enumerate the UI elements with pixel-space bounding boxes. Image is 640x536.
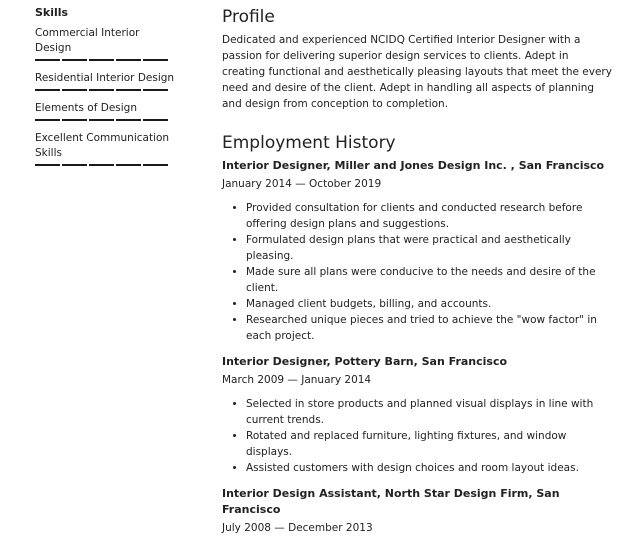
- skill-level-bar: [35, 89, 175, 91]
- skill-level-segment: [116, 164, 141, 166]
- skill-label: Residential Interior Design: [35, 72, 175, 84]
- skill-level-segment: [89, 59, 114, 61]
- skill-level-segment: [35, 164, 60, 166]
- skill-level-segment: [116, 59, 141, 61]
- job-bullet: • Made sure all plans were conducive to the needs and desire of the client.: [246, 264, 612, 296]
- skill-item: [35, 26, 175, 61]
- skill-level-segment: [143, 59, 168, 61]
- skill-level-segment: [35, 59, 60, 61]
- skills-list: [35, 26, 175, 166]
- skill-level-segment: [62, 59, 87, 61]
- skill-level-segment: [89, 119, 114, 121]
- profile-heading: Profile: [222, 7, 275, 27]
- job-bullet: • Assisted customers with design choices and room layout ideas.: [246, 460, 612, 476]
- skill-level-segment: [89, 164, 114, 166]
- job-title: Interior Designer, Pottery Barn, San Francisco: [222, 355, 508, 368]
- job-bullet: • Formulated design plans that were practical and aesthetically pleasing.: [246, 232, 612, 264]
- profile-text: Dedicated and experienced NCIDQ Certified Interior Designer with a passion for delivering superior design services to clients. Adept in creating functional and aesthetically pleasing layouts that meet the every need and desire of the client. Adept in handling all aspects of planning and design from conception to completion.: [222, 34, 612, 110]
- employment-heading: Employment History: [222, 133, 396, 153]
- employment-list: [222, 158, 612, 536]
- skill-level-segment: [116, 89, 141, 91]
- skill-level-segment: [143, 119, 168, 121]
- skill-level-segment: [143, 89, 168, 91]
- skill-level-segment: [35, 119, 60, 121]
- skill-level-segment: [35, 89, 60, 91]
- job-bullets: [222, 200, 612, 344]
- job-entry: [222, 354, 612, 476]
- skills-sidebar: [35, 6, 175, 176]
- skill-level-segment: [62, 89, 87, 91]
- skill-item: [35, 131, 175, 166]
- skill-level-segment: [89, 89, 114, 91]
- job-title: Interior Design Assistant, North Star Design Firm, San Francisco: [222, 487, 560, 516]
- skill-item: [35, 71, 175, 91]
- job-entry: [222, 486, 612, 536]
- skill-level-bar: [35, 59, 175, 61]
- skill-level-segment: [143, 164, 168, 166]
- job-title: Interior Designer, Miller and Jones Design Inc. , San Francisco: [222, 159, 605, 172]
- skill-item: [35, 101, 175, 121]
- job-dates: July 2008 — December 2013: [222, 522, 373, 534]
- skill-level-segment: [62, 119, 87, 121]
- resume-main: [222, 6, 612, 536]
- job-bullet: • Provided consultation for clients and conducted research before offering design plans and suggestions.: [246, 200, 612, 232]
- job-bullet: • Managed client budgets, billing, and accounts.: [246, 296, 612, 312]
- job-bullet: • Rotated and replaced furniture, lighting fixtures, and window displays.: [246, 428, 612, 460]
- skill-label: Excellent Communication Skills: [35, 132, 170, 159]
- skill-label: Commercial Interior Design: [35, 27, 140, 54]
- job-bullets: [222, 396, 612, 476]
- job-dates: March 2009 — January 2014: [222, 374, 372, 386]
- skill-label: Elements of Design: [35, 102, 137, 114]
- skill-level-segment: [116, 119, 141, 121]
- skill-level-bar: [35, 164, 175, 166]
- skills-heading: Skills: [35, 6, 69, 19]
- job-bullet: • Selected in store products and planned visual displays in line with current trends.: [246, 396, 612, 428]
- job-entry: [222, 158, 612, 344]
- skill-level-bar: [35, 119, 175, 121]
- job-dates: January 2014 — October 2019: [222, 178, 382, 190]
- job-bullet: • Researched unique pieces and tried to achieve the "wow factor" in each project.: [246, 312, 612, 344]
- skill-level-segment: [62, 164, 87, 166]
